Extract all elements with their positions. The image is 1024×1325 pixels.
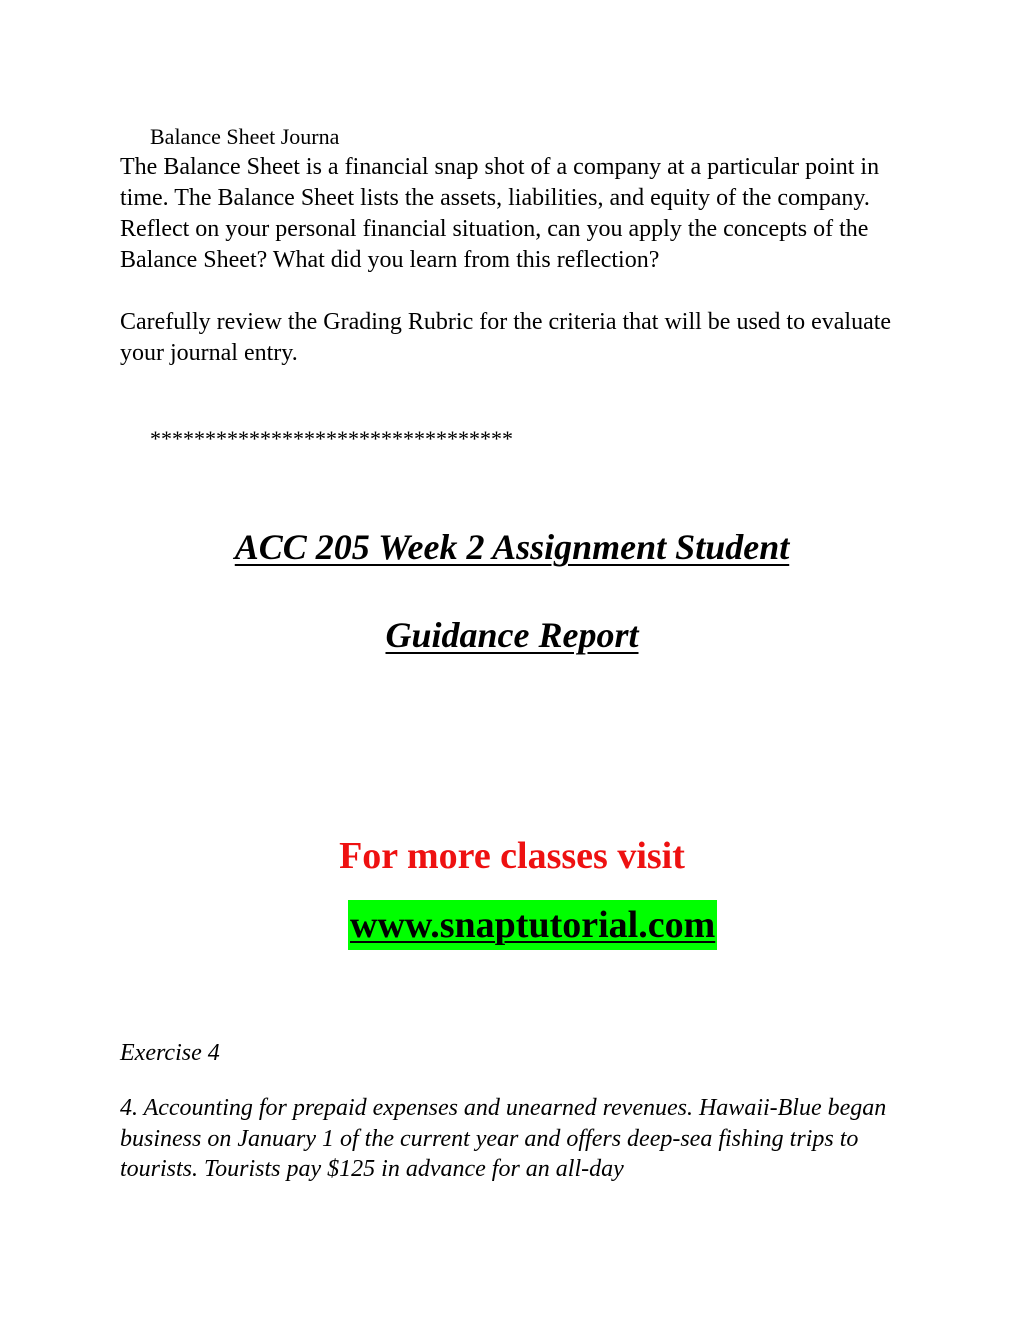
- report-heading-line-2: [0, 614, 1024, 656]
- journal-prompt-paragraph: The Balance Sheet is a financial snap shot of a company at a particular point in time. The Balance Sheet lists the assets, liabilities, and equity of the company. Reflect on your personal financial situation, can you apply the concepts of the Balance Sheet? What did you learn from this reflection?: [120, 154, 880, 273]
- journal-title: Balance Sheet Journa: [150, 124, 340, 149]
- report-heading-line-2-text: Guidance Report: [385, 615, 639, 655]
- grading-rubric-paragraph: Carefully review the Grading Rubric for the criteria that will be used to evaluate your journal entry.: [120, 309, 892, 366]
- report-heading-line-1-text: ACC 205 Week 2 Assignment Student: [234, 527, 790, 567]
- separator-stars: *********************************: [150, 426, 513, 451]
- promo-text: For more classes visit: [339, 835, 685, 877]
- exercise-label: Exercise 4: [120, 1040, 220, 1066]
- promo-url-link[interactable]: www.snaptutorial.com: [350, 904, 716, 946]
- report-heading-line-1: [0, 526, 1024, 568]
- exercise-question: 4. Accounting for prepaid expenses and unearned revenues. Hawaii-Blue began business on January 1 of the current year and offers deep-sea fishing trips to tourists. Tourists pay $125 in advance for an all-day: [120, 1095, 887, 1182]
- promo-url-highlight: [348, 900, 717, 950]
